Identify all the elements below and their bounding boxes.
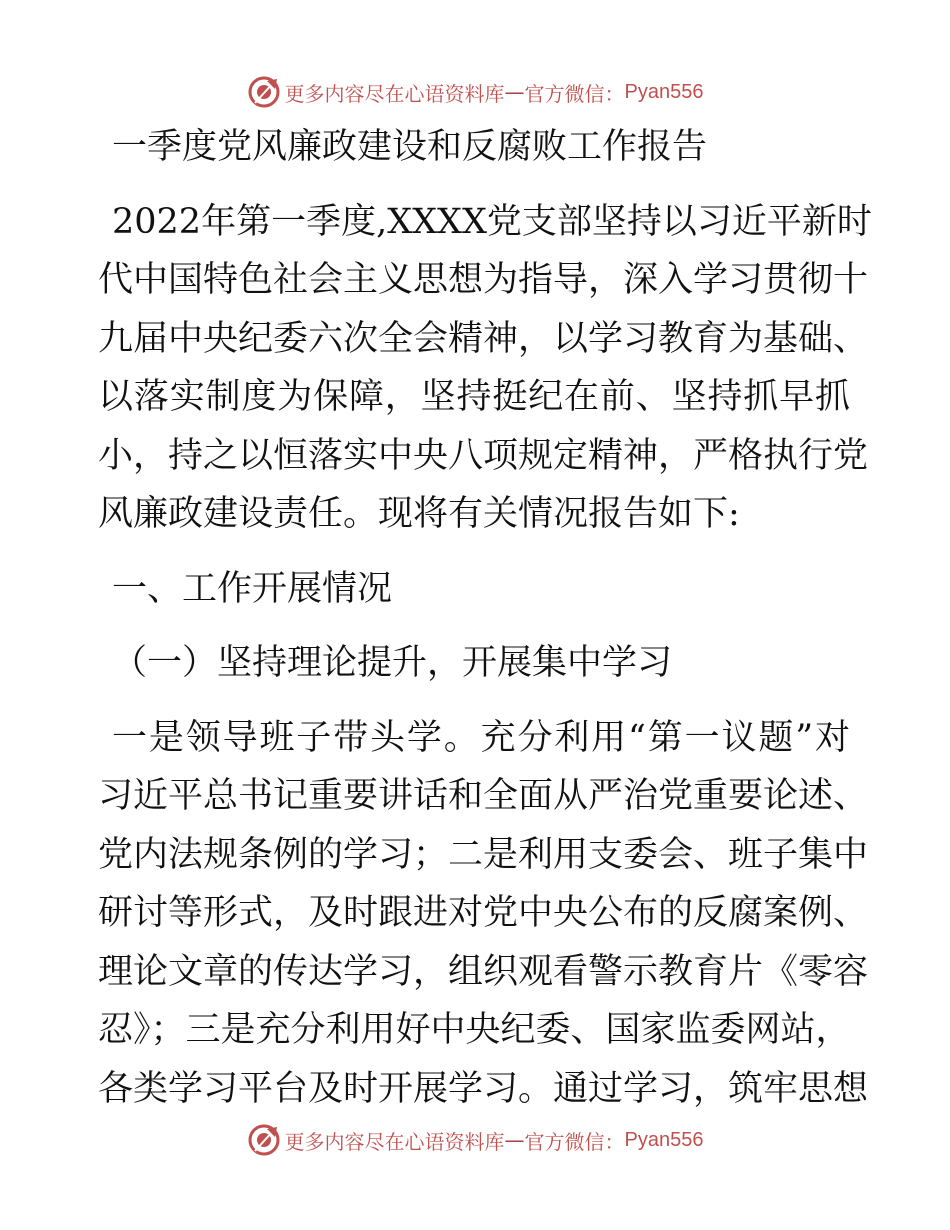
document-body bbox=[98, 118, 872, 1118]
watermark-text: 更多内容尽在心语资料库 bbox=[284, 81, 505, 106]
paragraph-line: 2022年第一季度,XXXX党支部坚持以习近平新时 bbox=[112, 201, 872, 242]
paragraph-line: 党内法规条例的学习；二是利用支委会、班子集中 bbox=[98, 834, 869, 875]
section-heading: 一、工作开展情况 bbox=[112, 568, 393, 609]
paragraph-line: 忍》；三是充分利用好中央纪委、国家监委网站， bbox=[98, 1010, 851, 1050]
footer-watermark bbox=[0, 1120, 950, 1160]
paragraph-line: 风廉政建设责任。现将有关情况报告如下: bbox=[98, 494, 740, 534]
paragraph-line: 理论文章的传达学习，组织观看警示教育片《零容 bbox=[98, 951, 869, 992]
paragraph-line: 研讨等形式，及时跟进对党中央公布的反腐案例、 bbox=[98, 893, 869, 933]
paragraph-line: 习近平总书记重要讲话和全面从严治党重要论述、 bbox=[98, 776, 869, 816]
intro-paragraph bbox=[98, 193, 872, 544]
watermark-label: 官方微信： bbox=[524, 1129, 625, 1154]
document-title: 一季度党风廉政建设和反腐败工作报告 bbox=[112, 127, 708, 167]
paragraph-line: 各类学习平台及时开展学习。通过学习，筑牢思想 bbox=[98, 1068, 869, 1109]
body-paragraph bbox=[98, 709, 869, 1119]
watermark-account: Pyan556 bbox=[624, 80, 704, 103]
subsection-heading: （一）坚持理论提升，开展集中学习 bbox=[112, 643, 673, 683]
paragraph-line: 小，持之以恒落实中央八项规定精神，严格执行党 bbox=[98, 435, 869, 476]
watermark-separator: — bbox=[504, 80, 525, 104]
paragraph-line: 一是领导班子带头学。充分利用“第一议题”对 bbox=[112, 717, 850, 758]
header-watermark bbox=[0, 72, 950, 112]
watermark-text: 更多内容尽在心语资料库 bbox=[284, 1129, 505, 1154]
paragraph-line: 以落实制度为保障，坚持挺纪在前、坚持抓早抓 bbox=[98, 377, 850, 417]
paragraph-line: 代中国特色社会主义思想为指导，深入学习贯彻十 bbox=[98, 260, 869, 300]
watermark-account: Pyan556 bbox=[624, 1128, 704, 1151]
pen-logo-icon bbox=[247, 1123, 281, 1157]
watermark-label: 官方微信： bbox=[524, 81, 625, 106]
watermark-separator: — bbox=[504, 1128, 525, 1152]
pen-logo-icon bbox=[247, 75, 281, 109]
paragraph-line: 九届中央纪委六次全会精神，以学习教育为基础、 bbox=[98, 318, 869, 359]
